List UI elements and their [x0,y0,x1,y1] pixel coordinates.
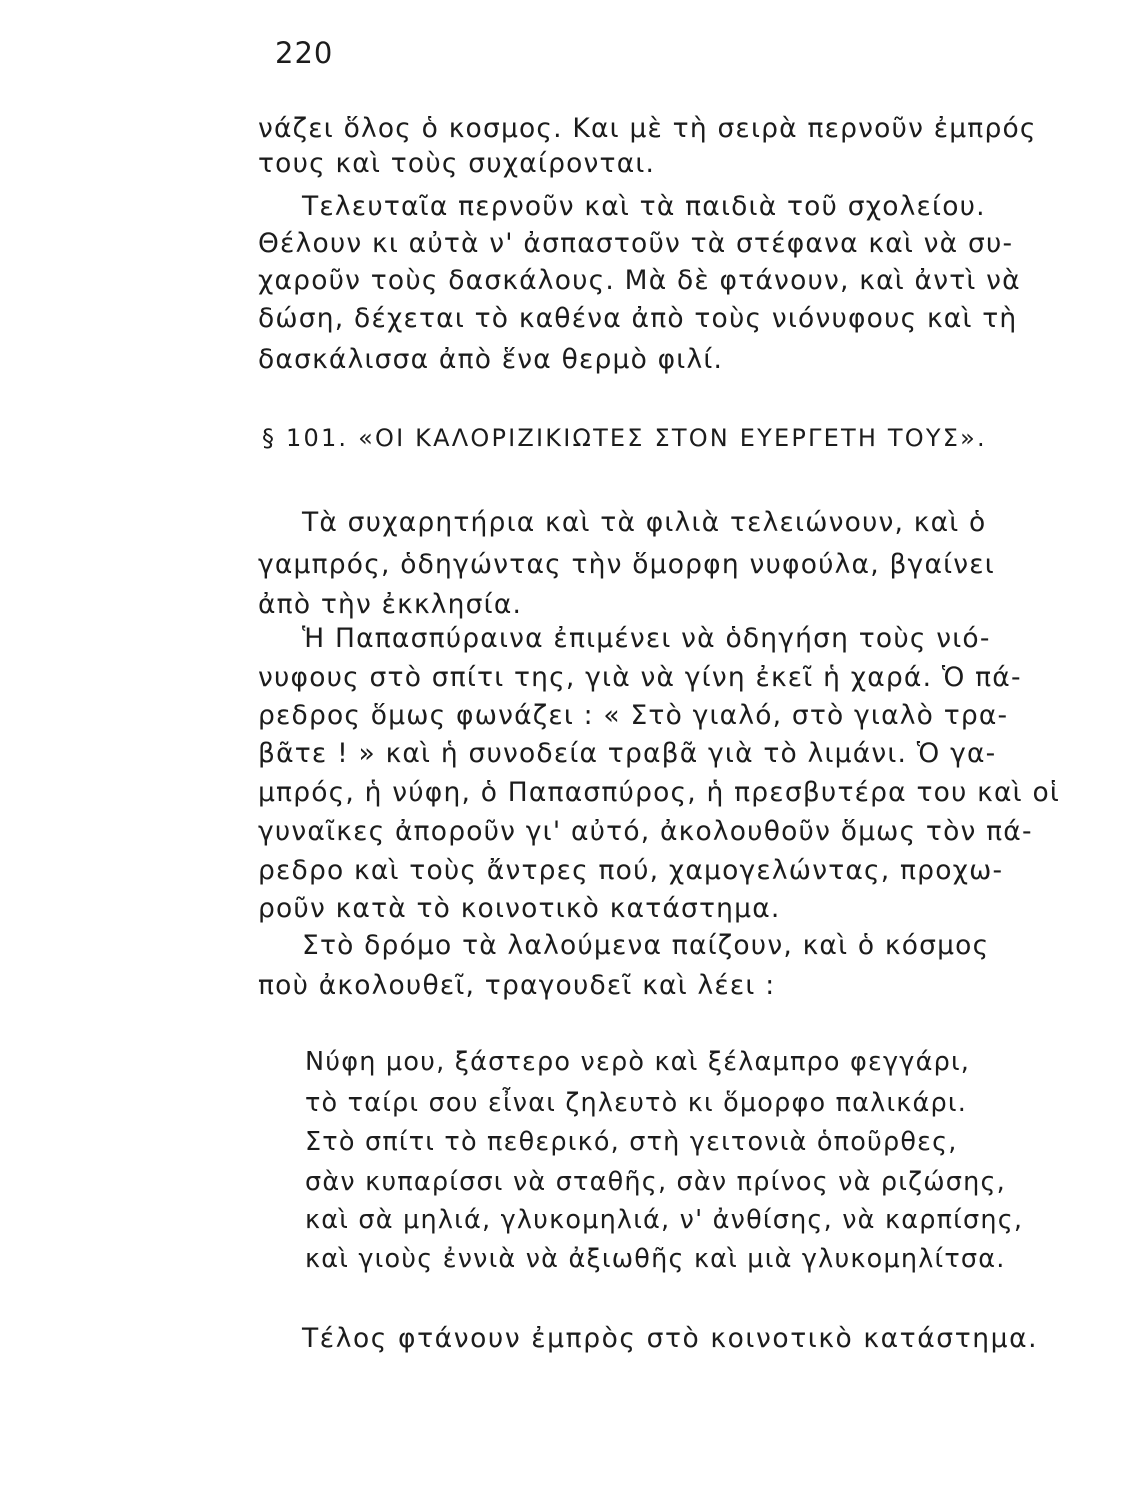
text-line: δασκάλισσα ἀπὸ ἕνα θερμὸ φιλί. [258,344,724,375]
text-line: βᾶτε ! » καὶ ἡ συνοδεία τραβᾶ γιὰ τὸ λιμάνι. Ὁ γα- [258,738,997,769]
text-line: ρεδρος ὅμως φωνάζει : « Στὸ γιαλό, στὸ γιαλὸ τρα- [258,700,1009,731]
text-line: χαροῦν τοὺς δασκάλους. Μὰ δὲ φτάνουν, καὶ ἀντὶ νὰ [258,265,1021,296]
closing-line: Τέλος φτάνουν ἐμπρὸς στὸ κοινοτικὸ κατάστημα. [302,1323,1039,1354]
poem-line: καὶ γιοὺς ἐννιὰ νὰ ἀξιωθῆς καὶ μιὰ γλυκομηλίτσα. [305,1244,1006,1274]
text-line: γαμπρός, ὁδηγώντας τὴν ὅμορφη νυφούλα, βγαίνει [258,549,995,580]
text-line: Στὸ δρόμο τὰ λαλούμενα παίζουν, καὶ ὁ κόσμος [302,930,990,961]
text-line: δώση, δέχεται τὸ καθένα ἀπὸ τοὺς νιόνυφους καὶ τὴ [258,303,1018,334]
text-line: νυφους στὸ σπίτι της, γιὰ νὰ γίνη ἐκεῖ ἡ χαρά. Ὁ πά- [258,662,1022,693]
text-line: τους καὶ τοὺς συχαίρονται. [258,148,656,179]
text-line: μπρός, ἡ νύφη, ὁ Παπασπύρος, ἡ πρεσβυτέρα του καὶ οἱ [258,777,1061,808]
page-number: 220 [275,36,334,70]
text-line: Ἡ Παπασπύραινα ἐπιμένει νὰ ὁδηγήση τοὺς νιό- [302,623,991,654]
text-line: γυναῖκες ἀποροῦν γι' αὐτό, ἀκολουθοῦν ὅμως τὸν πά- [258,816,1033,847]
poem-line: Στὸ σπίτι τὸ πεθερικό, στὴ γειτονιὰ ὁποῦρθες, [305,1127,958,1157]
text-line: νάζει ὅλος ὁ κοσμος. Και μὲ τὴ σειρὰ περνοῦν ἐμπρός [258,113,1037,144]
poem-line: σὰν κυπαρίσσι νὰ σταθῆς, σὰν πρίνος νὰ ριζώσης, [305,1167,1006,1197]
poem-line: τὸ ταίρι σου εἶναι ζηλευτὸ κι ὅμορφο παλικάρι. [305,1088,968,1118]
poem-line: Νύφη μου, ξάστερο νερὸ καὶ ξέλαμπρο φεγγάρι, [305,1047,971,1077]
text-line: ρεδρο καὶ τοὺς ἄντρες πού, χαμογελώντας, προχω- [258,855,1004,886]
text-line: Τελευταῖα περνοῦν καὶ τὰ παιδιὰ τοῦ σχολείου. [302,191,986,222]
text-line: Τὰ συχαρητήρια καὶ τὰ φιλιὰ τελειώνουν, καὶ ὁ [302,507,987,538]
text-line: ἀπὸ τὴν ἐκκλησία. [258,589,523,620]
text-line: ποὺ ἀκολουθεῖ, τραγουδεῖ καὶ λέει : [258,970,776,1001]
poem-line: καὶ σὰ μηλιά, γλυκομηλιά, ν' ἀνθίσης, νὰ καρπίσης, [305,1205,1024,1235]
text-line: ροῦν κατὰ τὸ κοινοτικὸ κατάστημα. [258,893,781,924]
text-line: Θέλουν κι αὐτὰ ν' ἀσπαστοῦν τὰ στέφανα καὶ νὰ συ- [258,228,1014,259]
section-heading: § 101. «ΟΙ ΚΑΛΟΡΙΖΙΚΙΩΤΕΣ ΣΤΟΝ ΕΥΕΡΓΕΤΗ ΤΟΥΣ». [262,424,987,452]
